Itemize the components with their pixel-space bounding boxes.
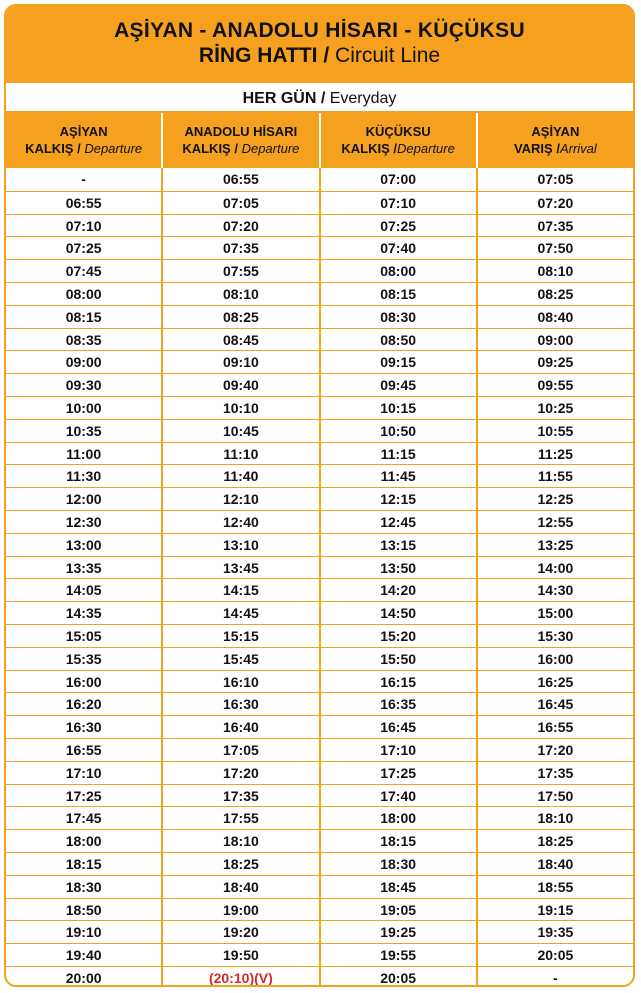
time-cell: 14:35 <box>65 605 102 622</box>
time-cell: 19:35 <box>476 921 633 943</box>
table-row <box>6 396 633 419</box>
time-cell: 13:15 <box>319 534 476 556</box>
time-cell: 08:10 <box>161 283 318 305</box>
timetable-frame <box>4 4 635 987</box>
time-cell: 15:05 <box>65 627 102 644</box>
time-cell: (20:10)(V) <box>161 967 318 987</box>
table-row <box>6 601 633 624</box>
time-cell: 10:35 <box>65 422 102 439</box>
time-cell: 07:35 <box>476 215 633 237</box>
column-header-type-en: Departure <box>237 141 300 156</box>
table-row <box>6 670 633 693</box>
table-row <box>6 350 633 373</box>
time-cell: 08:30 <box>319 306 476 328</box>
column-headers <box>6 113 633 168</box>
time-cell: 07:50 <box>476 237 633 259</box>
time-cell: 07:35 <box>161 237 318 259</box>
time-cell: 16:25 <box>476 671 633 693</box>
time-cell: 18:25 <box>476 830 633 852</box>
schedule-day <box>6 82 633 113</box>
time-cell: 11:10 <box>161 443 318 465</box>
day-label-tr: HER GÜN / <box>242 90 326 107</box>
time-cell: 15:50 <box>319 648 476 670</box>
time-cell: 18:45 <box>319 876 476 898</box>
time-cell: 08:50 <box>319 329 476 351</box>
time-cell: 16:45 <box>476 693 633 715</box>
time-cell: 14:45 <box>161 602 318 624</box>
time-cell: 18:00 <box>65 833 102 850</box>
time-cell: 12:00 <box>65 491 102 508</box>
time-cell: 10:15 <box>319 397 476 419</box>
time-cell: 17:20 <box>161 762 318 784</box>
time-cell: 11:25 <box>476 443 633 465</box>
time-cell: 19:25 <box>319 921 476 943</box>
time-cell: 08:45 <box>161 329 318 351</box>
time-cell: 16:55 <box>476 716 633 738</box>
time-cell: 10:10 <box>161 397 318 419</box>
time-cell: - <box>81 171 86 187</box>
table-row <box>6 328 633 351</box>
table-row <box>6 784 633 807</box>
time-cell: 17:10 <box>319 739 476 761</box>
time-cell: 08:10 <box>476 260 633 282</box>
time-cell: 08:15 <box>319 283 476 305</box>
table-row <box>6 305 633 328</box>
time-cell: 19:40 <box>65 947 102 964</box>
circuit-label: Circuit Line <box>329 44 441 67</box>
column-header-stop: AŞİYAN <box>531 124 580 139</box>
table-row <box>6 282 633 305</box>
time-cell: 07:10 <box>319 192 476 214</box>
table-row <box>6 442 633 465</box>
time-cell: 18:15 <box>319 830 476 852</box>
table-row <box>6 829 633 852</box>
time-cell: 15:20 <box>319 625 476 647</box>
table-row <box>6 191 633 214</box>
time-cell: 07:40 <box>319 237 476 259</box>
route-subtitle <box>6 43 633 68</box>
time-cell: 14:30 <box>476 579 633 601</box>
time-cell: 18:30 <box>319 853 476 875</box>
time-cell: 18:00 <box>319 807 476 829</box>
time-cell: 16:00 <box>476 648 633 670</box>
column-header-type: KALKIŞ / <box>25 141 81 156</box>
column-header-type-en: Departure <box>80 141 143 156</box>
time-cell: 06:55 <box>65 194 102 211</box>
table-row <box>6 510 633 533</box>
time-cell: 12:40 <box>161 511 318 533</box>
table-row <box>6 578 633 601</box>
time-cell: 17:05 <box>161 739 318 761</box>
time-cell: 11:30 <box>66 468 102 485</box>
table-row <box>6 487 633 510</box>
time-cell: 17:20 <box>476 739 633 761</box>
time-cell: 11:15 <box>319 443 476 465</box>
time-cell: 14:05 <box>65 582 102 599</box>
time-cell: 09:40 <box>161 374 318 396</box>
column-header-type-en: Arrival <box>559 141 597 156</box>
time-cell: 12:55 <box>476 511 633 533</box>
column-header <box>161 113 318 168</box>
time-cell: 17:25 <box>65 787 102 804</box>
time-cell: 14:00 <box>476 557 633 579</box>
time-cell: 19:50 <box>161 944 318 966</box>
time-cell: 07:55 <box>161 260 318 282</box>
time-cell: 07:25 <box>65 240 102 257</box>
time-cell: 07:05 <box>476 168 633 191</box>
time-cell: 20:00 <box>65 969 102 986</box>
time-cell: 16:45 <box>319 716 476 738</box>
column-header-stop: AŞİYAN <box>59 124 108 139</box>
time-cell: 08:00 <box>319 260 476 282</box>
time-cell: 17:50 <box>476 785 633 807</box>
time-cell: 08:25 <box>161 306 318 328</box>
time-cell: 10:00 <box>65 399 102 416</box>
table-row <box>6 556 633 579</box>
table-row <box>6 533 633 556</box>
time-cell: 17:55 <box>161 807 318 829</box>
time-cell: 11:45 <box>319 465 476 487</box>
time-cell: 18:10 <box>161 830 318 852</box>
time-cell: 13:45 <box>161 557 318 579</box>
time-cell: 11:40 <box>161 465 318 487</box>
table-row <box>6 715 633 738</box>
column-header-type: VARIŞ / <box>513 141 560 156</box>
time-cell: 10:55 <box>476 420 633 442</box>
column-header <box>6 113 161 168</box>
time-cell: 08:00 <box>65 285 102 302</box>
table-row <box>6 898 633 921</box>
time-cell: 16:10 <box>161 671 318 693</box>
time-cell: 16:00 <box>65 673 102 690</box>
column-header-stop: ANADOLU HİSARI <box>184 124 298 139</box>
time-cell: 08:25 <box>476 283 633 305</box>
time-cell: 15:00 <box>476 602 633 624</box>
time-cell: 13:50 <box>319 557 476 579</box>
time-cell: 15:15 <box>161 625 318 647</box>
time-cell: 13:10 <box>161 534 318 556</box>
time-cell: 09:00 <box>65 354 102 371</box>
time-cell: 11:00 <box>66 445 102 462</box>
table-row <box>6 168 633 191</box>
time-cell: 08:35 <box>65 331 102 348</box>
time-cell: 11:55 <box>476 465 633 487</box>
time-cell: 15:30 <box>476 625 633 647</box>
time-cell: 09:45 <box>319 374 476 396</box>
time-cell: 07:00 <box>319 168 476 191</box>
time-cell: 07:20 <box>476 192 633 214</box>
time-cell: 19:20 <box>161 921 318 943</box>
table-row <box>6 464 633 487</box>
time-cell: 12:30 <box>65 513 102 530</box>
time-cell: 16:40 <box>161 716 318 738</box>
table-row <box>6 624 633 647</box>
table-row <box>6 806 633 829</box>
time-cell: 16:35 <box>319 693 476 715</box>
table-row <box>6 373 633 396</box>
time-cell: 17:25 <box>319 762 476 784</box>
timetable-title <box>6 6 633 82</box>
time-cell: 19:10 <box>65 924 102 941</box>
time-cell: 19:15 <box>476 899 633 921</box>
time-cell: 15:35 <box>65 650 102 667</box>
table-row <box>6 943 633 966</box>
time-cell: 09:30 <box>65 377 102 394</box>
time-cell: 15:45 <box>161 648 318 670</box>
route-name: AŞİYAN - ANADOLU HİSARI - KÜÇÜKSU <box>114 19 525 42</box>
column-header-type: KALKIŞ / <box>182 141 238 156</box>
time-cell: 09:25 <box>476 351 633 373</box>
column-header-type: KALKIŞ / <box>341 141 398 156</box>
table-row <box>6 852 633 875</box>
time-cell: 10:50 <box>319 420 476 442</box>
time-cell: 18:40 <box>161 876 318 898</box>
time-cell: 09:55 <box>476 374 633 396</box>
time-cell: 07:45 <box>65 263 102 280</box>
day-label-en: Everyday <box>325 90 397 107</box>
time-cell: 08:15 <box>65 308 102 325</box>
time-cell: 12:25 <box>476 488 633 510</box>
time-cell: 07:05 <box>161 192 318 214</box>
time-cell: 16:30 <box>161 693 318 715</box>
time-cell: 18:10 <box>476 807 633 829</box>
table-row <box>6 236 633 259</box>
ring-label: RİNG HATTI / <box>198 44 330 67</box>
table-row <box>6 259 633 282</box>
time-cell: 18:40 <box>476 853 633 875</box>
time-cell: 13:25 <box>476 534 633 556</box>
time-cell: 13:00 <box>65 536 102 553</box>
time-cell: 07:25 <box>319 215 476 237</box>
table-row <box>6 966 633 987</box>
time-cell: 17:35 <box>476 762 633 784</box>
timetable-rows <box>6 168 633 987</box>
time-cell: 20:05 <box>476 944 633 966</box>
time-cell: 16:15 <box>319 671 476 693</box>
table-row <box>6 692 633 715</box>
time-cell: 18:50 <box>65 901 102 918</box>
time-cell: 06:55 <box>161 168 318 191</box>
time-cell: 20:05 <box>319 967 476 987</box>
time-cell: 09:00 <box>476 329 633 351</box>
time-cell: 18:25 <box>161 853 318 875</box>
column-header-stop: KÜÇÜKSU <box>365 124 431 139</box>
time-cell: 17:10 <box>65 764 102 781</box>
table-row <box>6 875 633 898</box>
time-cell: 16:30 <box>65 719 102 736</box>
time-cell: 07:20 <box>161 215 318 237</box>
time-cell: 14:20 <box>319 579 476 601</box>
time-cell: 16:55 <box>65 741 102 758</box>
time-cell: 12:45 <box>319 511 476 533</box>
time-cell: 18:30 <box>65 878 102 895</box>
time-cell: 18:55 <box>476 876 633 898</box>
time-cell: 17:35 <box>161 785 318 807</box>
time-cell: 19:00 <box>161 899 318 921</box>
time-cell: 12:15 <box>319 488 476 510</box>
time-cell: 10:45 <box>161 420 318 442</box>
column-header <box>476 113 633 168</box>
time-cell: 10:25 <box>476 397 633 419</box>
time-cell: 12:10 <box>161 488 318 510</box>
time-cell: 16:20 <box>65 696 102 713</box>
time-cell: 13:35 <box>65 559 102 576</box>
table-row <box>6 761 633 784</box>
time-cell: - <box>476 967 633 987</box>
time-cell: 17:40 <box>319 785 476 807</box>
table-row <box>6 647 633 670</box>
time-cell: 17:45 <box>65 810 102 827</box>
table-row <box>6 214 633 237</box>
time-cell: 18:15 <box>65 855 102 872</box>
time-cell: 19:55 <box>319 944 476 966</box>
column-header-type-en: Departure <box>397 141 455 156</box>
time-cell: 07:10 <box>65 217 102 234</box>
time-cell: 19:05 <box>319 899 476 921</box>
table-row <box>6 738 633 761</box>
time-cell: 09:15 <box>319 351 476 373</box>
time-cell: 14:15 <box>161 579 318 601</box>
table-row <box>6 419 633 442</box>
time-cell: 09:10 <box>161 351 318 373</box>
column-header <box>319 113 476 168</box>
time-cell: 14:50 <box>319 602 476 624</box>
table-row <box>6 920 633 943</box>
time-cell: 08:40 <box>476 306 633 328</box>
